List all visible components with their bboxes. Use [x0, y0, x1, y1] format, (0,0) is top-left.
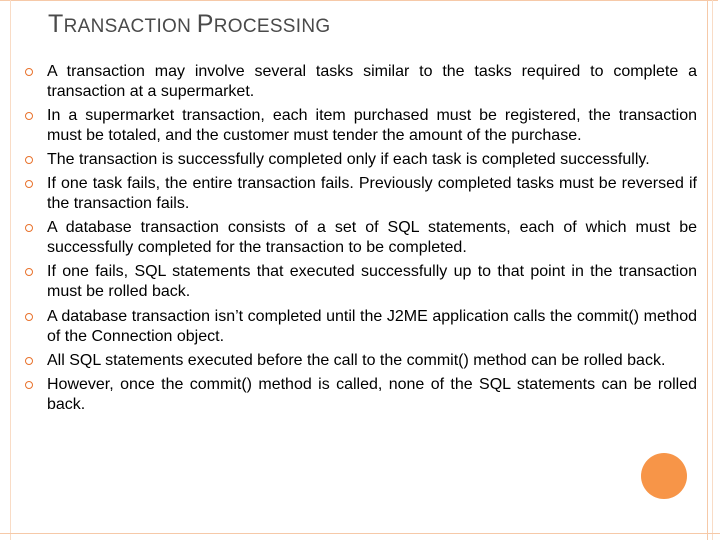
- bullet-text: All SQL statements executed before the call to the commit() method can be rolled back.: [47, 351, 666, 369]
- bullet-text: A transaction may involve several tasks similar to the tasks required to complete a transaction at a supermarket.: [47, 63, 697, 100]
- bullet-item: [47, 307, 697, 347]
- bullet-item: [47, 62, 697, 102]
- slide-title: [48, 10, 330, 39]
- bullet-item: [47, 106, 697, 146]
- hollow-circle-bullet-icon: [25, 357, 33, 365]
- frame-line-bottom: [0, 533, 720, 534]
- bullet-item: [47, 174, 697, 214]
- bullet-text: The transaction is successfully completed only if each task is completed successfully.: [47, 151, 650, 169]
- hollow-circle-bullet-icon: [25, 156, 33, 164]
- hollow-circle-bullet-icon: [25, 313, 33, 321]
- frame-line-top: [0, 0, 718, 1]
- bullet-text: A database transaction isn’t completed until the J2ME application calls the commit() method of the Connection object.: [47, 307, 697, 345]
- hollow-circle-bullet-icon: [25, 180, 33, 188]
- hollow-circle-bullet-icon: [25, 224, 33, 232]
- bullet-item: [47, 375, 697, 415]
- hollow-circle-bullet-icon: [25, 68, 33, 76]
- title-second-cap: P: [196, 10, 214, 38]
- bullet-list: [47, 62, 697, 419]
- bullet-text: A database transaction consists of a set of SQL statements, each of which must be successfully completed for the transaction to be completed.: [47, 219, 697, 257]
- bullet-text: If one fails, SQL statements that executed successfully up to that point in the transaction must be rolled back.: [47, 263, 697, 301]
- title-second-rest: ROCESSING: [213, 16, 331, 37]
- accent-circle: [641, 453, 687, 499]
- bullet-item: [47, 150, 697, 170]
- title-first-rest: RANSACTION: [63, 16, 192, 37]
- title-first-cap: T: [48, 10, 64, 38]
- hollow-circle-bullet-icon: [25, 112, 33, 120]
- bullet-text: If one task fails, the entire transaction fails. Previously completed tasks must be reversed if the transaction fails.: [47, 175, 697, 213]
- bullet-item: [47, 262, 697, 302]
- frame-line-right-inner: [712, 0, 713, 540]
- bullet-item: [47, 218, 697, 258]
- frame-line-left: [10, 0, 11, 540]
- bullet-text: However, once the commit() method is called, none of the SQL statements can be rolled back.: [47, 375, 697, 413]
- hollow-circle-bullet-icon: [25, 381, 33, 389]
- hollow-circle-bullet-icon: [25, 268, 33, 276]
- frame-line-right: [707, 0, 708, 540]
- bullet-text: In a supermarket transaction, each item purchased must be registered, the transaction must be totaled, and the customer must tender the amount of the purchase.: [47, 107, 697, 145]
- bullet-item: [47, 351, 697, 371]
